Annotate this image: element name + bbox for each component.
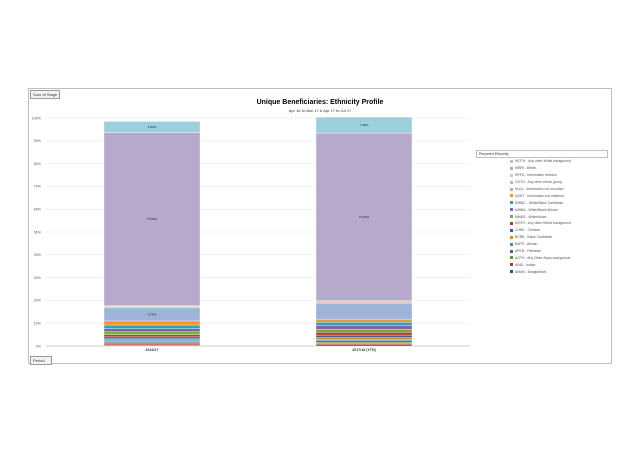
legend-label: AOTH - Any Other Asian background [515, 255, 571, 260]
legend-label: AMAB - Bangladeshi [515, 269, 547, 274]
legend-swatch [510, 215, 513, 218]
bar-segment [316, 343, 412, 344]
legend-label: WOTH - Any other White background [515, 159, 571, 164]
legend-swatch [510, 256, 513, 259]
legend-swatch [510, 263, 513, 266]
legend-item [476, 179, 608, 186]
y-tick-label: 90% [33, 139, 41, 144]
bar-segment [316, 329, 412, 332]
legend-label: MWBA - White/Black African [515, 207, 558, 212]
legend-item [476, 241, 608, 248]
y-tick-label: 70% [33, 184, 41, 189]
y-tick-label: 80% [33, 161, 41, 166]
legend-item [476, 227, 608, 234]
y-tick-label: 0% [35, 344, 41, 349]
legend-item [476, 248, 608, 255]
legend-label: CHNE - Chinese [515, 228, 541, 233]
legend-item [476, 199, 608, 206]
legend-items [476, 158, 608, 275]
legend-label: NULL - Information not recorded [515, 187, 564, 191]
data-label: 73.64% [358, 214, 370, 219]
chart-subtitle: Apr 16 to Mar 17 & Apr 17 to Jul 17 [288, 108, 352, 113]
legend-swatch [510, 250, 513, 253]
legend-item [476, 158, 608, 165]
legend-item [476, 254, 608, 261]
legend-label: REFU - Information refused [515, 173, 557, 178]
bar-segment [104, 332, 200, 335]
y-tick-label: 40% [33, 253, 41, 258]
bar-segment [316, 338, 412, 340]
legend-swatch [510, 201, 513, 204]
legend-item [476, 206, 608, 213]
legend-swatch [510, 270, 513, 273]
y-tick-label: 60% [33, 207, 41, 212]
data-label: 4.94% [147, 125, 157, 130]
legend-label: MOTH - Any other Mixed background [515, 221, 571, 226]
legend-label: OOTH - Any other ethnic group [515, 180, 562, 185]
bar-segment [104, 335, 200, 337]
legend-swatch [510, 236, 513, 239]
legend-title[interactable]: Reported Ethnicity [476, 150, 608, 158]
bar-segment [316, 326, 412, 329]
legend-item [476, 213, 608, 220]
legend-swatch [510, 181, 513, 184]
legend-label: NOBT - Information not obtained [515, 193, 564, 198]
y-tick-label: 10% [33, 321, 41, 326]
legend-label: BCRB - Black Caribbean [515, 235, 553, 240]
legend-label: AIND - Indian [515, 262, 536, 267]
chart-title: Unique Beneficiaries: Ethnicity Profile [256, 99, 384, 106]
y-tick-label: 30% [33, 275, 41, 280]
bar-segment [104, 325, 200, 329]
pivot-field-button[interactable]: Sum of Stage [30, 90, 60, 99]
bar-segment [104, 341, 200, 342]
legend-label: APKN - Pakistani [515, 249, 542, 254]
legend-item [476, 172, 608, 179]
legend-swatch [510, 174, 513, 177]
legend-item [476, 234, 608, 241]
legend-item [476, 268, 608, 275]
legend-swatch [510, 160, 513, 163]
y-tick-label: 50% [33, 230, 41, 235]
bar-segment [104, 337, 200, 339]
data-label: 7.06% [359, 123, 369, 128]
y-tick-label: 20% [33, 298, 41, 303]
data-label: 75.93% [146, 217, 158, 222]
legend-swatch [510, 229, 513, 232]
legend-swatch [510, 167, 513, 170]
period-filter-button[interactable]: Period [30, 356, 52, 365]
legend-item [476, 220, 608, 227]
legend-label: MWAS - White/Asian [515, 214, 547, 219]
bar-segment [104, 339, 200, 340]
legend [476, 150, 608, 274]
y-tick-label: 100% [31, 116, 41, 121]
legend-item [476, 192, 608, 199]
bar-segment [104, 329, 200, 332]
bar-segment [316, 335, 412, 338]
bar-segment [316, 319, 412, 322]
bar-segment [104, 321, 200, 325]
bar-segment [104, 340, 200, 341]
data-label: 5.75% [147, 312, 157, 317]
legend-item [476, 165, 608, 172]
bar-segment [316, 303, 412, 319]
bar-segment [316, 339, 412, 341]
bar-segment [316, 342, 412, 343]
legend-item [476, 261, 608, 268]
x-tick-label: 2016/17 [145, 348, 159, 352]
legend-label: WBRI - British [515, 166, 537, 171]
x-tick-label: 2017/18 (YTD) [352, 348, 376, 352]
legend-swatch [510, 243, 513, 246]
legend-label: MWBC - White/Black Caribbean [515, 200, 564, 205]
bar-segment [316, 322, 412, 325]
legend-swatch [510, 222, 513, 225]
bar-segment [316, 341, 412, 342]
legend-swatch [510, 188, 513, 191]
legend-label: BAFR - African [515, 242, 538, 247]
legend-item [476, 186, 608, 193]
legend-swatch [510, 194, 513, 197]
legend-swatch [510, 208, 513, 211]
bar-segment [316, 332, 412, 335]
